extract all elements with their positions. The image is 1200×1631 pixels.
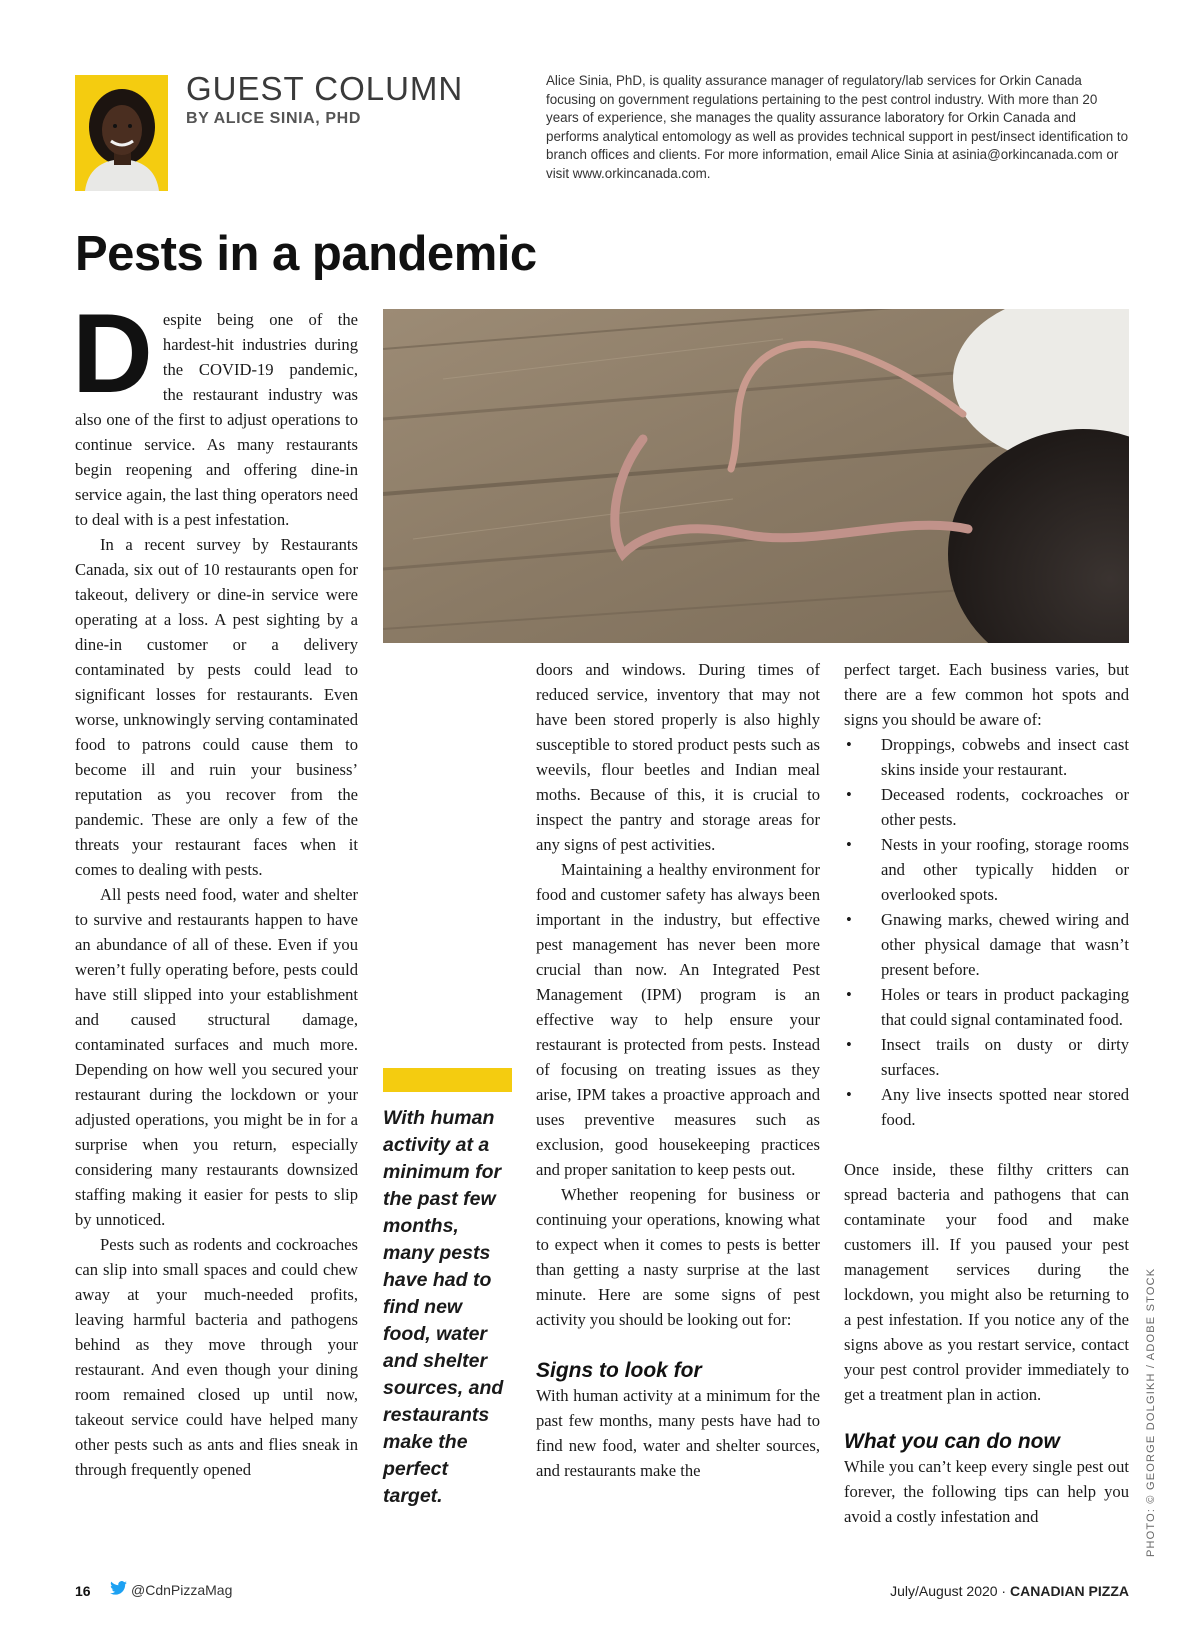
column-label: GUEST COLUMN [186,70,464,107]
twitter-bird-icon [110,1581,127,1598]
article-paragraph: doors and windows. During times of reduced service, inventory that may not have been stored properly is also highly susceptible to stored product pests such as weevils, flour beetles and Indian meal moths. Because of this, it is crucial to inspect the pantry and storage areas for any signs of pest activities. [536,660,820,854]
article-paragraph: Whether reopening for business or continuing your operations, knowing what to expect when it comes to pests is better than getting a nasty surprise at the last minute. Here are some signs of pest activity you should be looking out for: [536,1185,820,1329]
list-item-text: Any live insects spotted near stored food. [881,1085,1129,1129]
list-item [844,982,1129,1032]
photo-credit: PHOTO: © GEORGE DOLGIKH / ADOBE STOCK [1145,1267,1157,1557]
list-item-text: Holes or tears in product packaging that could signal contaminated food. [881,985,1129,1029]
article-paragraph: Once inside, these filthy critters can spread bacteria and pathogens that can contaminate your food and make customers ill. If you paused your pest management services during the lockdown, you might also be returning to a pest infestation. If you notice any of the signs above as you restart service, contact your pest control provider immediately to get a treatment plan in action. [844,1160,1129,1404]
article-paragraph [72,291,358,532]
page-number: 16 [75,1583,91,1599]
article-paragraph: While you can’t keep every single pest out forever, the following tips can help you avoid a costly infestation and [844,1457,1129,1526]
author-bio: Alice Sinia, PhD, is quality assurance manager of regulatory/lab services for Orkin Canada focusing on government regulations pertaining to the pest control industry. With more than 20 years of experience, she manages the quality assurance laboratory for Orkin Canada and performs analytical entomology as well as provides technical support in pest/insect identification to branch offices and clients. For more information, email Alice Sinia at asinia@orkincanada.com or visit www.orkincanada.com. [546,73,1129,181]
subhead-signs: Signs to look for [536,1359,702,1382]
author-photo [75,75,168,191]
bullet: • [846,835,852,854]
list-item-text: Deceased rodents, cockroaches or other pests. [881,785,1129,829]
signs-list [844,732,1129,1132]
list-item [844,732,1129,782]
drop-cap: D [72,291,153,416]
list-item [844,1082,1129,1132]
article-paragraph: All pests need food, water and shelter to survive and restaurants happen to have an abundance of all of these. Even if you weren’t fully operating before, pests could have still slipped into your establishment and caused structural damage, contaminated surfaces and much more. Depending on how well you secured your restaurant during the lockdown or your adjusted operations, you might be in for a surprise when you return, especially considering many restaurants downsized staffing making it easier for pests to slip by unnoticed. [75,885,358,1229]
list-item [844,782,1129,832]
bullet: • [846,735,852,754]
article-paragraph: In a recent survey by Restaurants Canada, six out of 10 restaurants open for takeout, delivery or dine-in service were operating at a loss. A pest sighting by a dine-in customer or a delivery contaminated by pests could lead to significant losses for restaurants. Even worse, unknowingly serving contaminated food to patrons could cause them to become ill and ruin your business’ reputation as you recover from the pandemic. These are only a few of the threats your restaurant faces when it comes to dealing with pests. [75,535,358,879]
subhead-what-now: What you can do now [844,1430,1060,1453]
article-paragraph: perfect target. Each business varies, but there are a few common hot spots and signs you should be aware of: [844,660,1129,729]
article-paragraph: Pests such as rodents and cockroaches can slip into small spaces and could chew away at your much-needed profits, leaving harmful bacteria and pathogens behind as they move through your restaurant. And even though your dining room remained closed up until now, takeout service could have helped many other pests such as ants and flies sneak in through frequently opened [75,1235,358,1479]
article-column-4 [844,657,1129,1529]
byline: BY ALICE SINIA, PHD [186,110,361,127]
bullet: • [846,910,852,929]
bullet: • [846,1085,852,1104]
pull-quote: With human activity at a minimum for the past few months, many pests have had to find new food, water and shelter sources, and restaurants make the perfect target. [383,1107,504,1507]
list-item [844,907,1129,982]
list-item-text: Insect trails on dusty or dirty surfaces. [881,1035,1129,1079]
issue-date: July/August 2020 · [890,1583,1007,1599]
article-paragraph: With human activity at a minimum for the past few months, many pests have had to find new food, water and shelter sources, and restaurants make the [536,1386,820,1480]
bullet: • [846,1035,852,1054]
issue-line [890,1583,1129,1599]
twitter-handle-link[interactable] [110,1581,232,1598]
article-title: Pests in a pandemic [75,227,537,281]
list-item-text: Gnawing marks, chewed wiring and other physical damage that wasn’t present before. [881,910,1129,979]
magazine-name: CANADIAN PIZZA [1010,1583,1129,1599]
list-item-text: Nests in your roofing, storage rooms and other typically hidden or overlooked spots. [881,835,1129,904]
article-paragraph: Maintaining a healthy environment for food and customer safety has always been important in the industry, but effective pest management has never been more crucial than now. An Integrated Pest Management (IPM) program is an effective way to help ensure your restaurant is protected from pests. Instead of focusing on treating issues as they arise, IPM takes a proactive approach and uses preventive measures such as exclusion, good housekeeping practices and proper sanitation to keep pests out. [536,860,820,1179]
list-item [844,1032,1129,1082]
bullet: • [846,985,852,1004]
paragraph-text: espite being one of the hardest-hit industries during the COVID-19 pandemic, the restaurant industry was also one of the first to adjust operations to continue service. As many restaurants begin reopening and offering dine-in service again, the last thing operators need to deal with is a pest infestation. [75,310,358,529]
article-column-1 [72,291,358,1482]
hero-photo [383,309,1129,643]
twitter-handle: @CdnPizzaMag [131,1581,233,1598]
pull-quote-accent-bar [383,1068,512,1092]
bullet: • [846,785,852,804]
list-item-text: Droppings, cobwebs and insect cast skins inside your restaurant. [881,735,1129,779]
article-column-3 [536,657,820,1483]
list-item [844,832,1129,907]
